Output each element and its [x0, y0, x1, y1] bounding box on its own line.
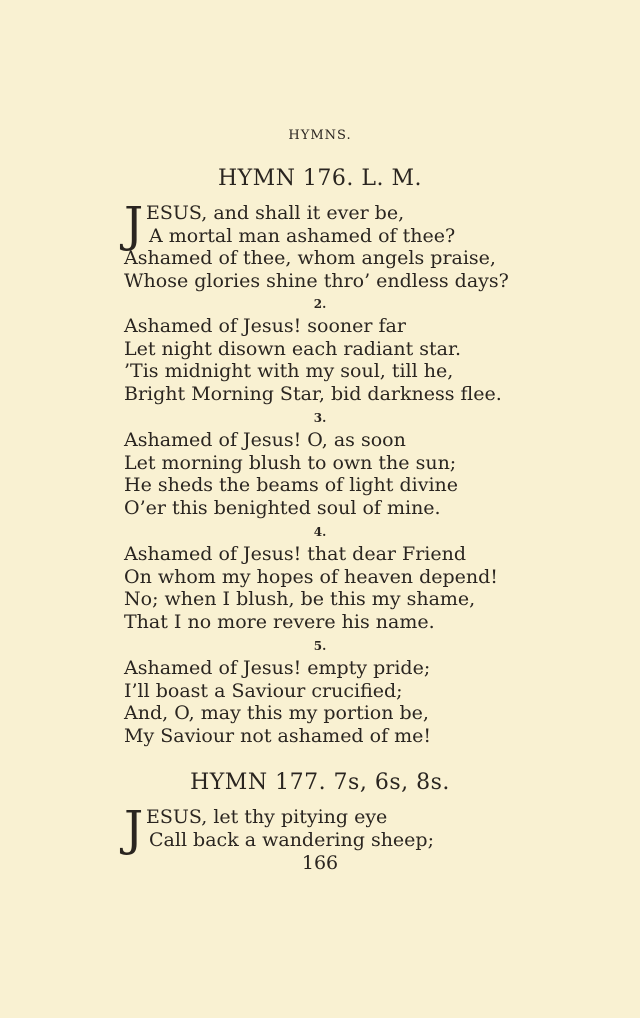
verse-line: He sheds the beams of light divine: [124, 474, 459, 497]
verse-line: Bright Morning Star, bid darkness flee.: [124, 383, 502, 406]
verse-line: Ashamed of Jesus! sooner far: [124, 315, 406, 337]
verse-line: And, O, may this my portion be,: [124, 702, 429, 725]
page-number: 166: [301, 852, 339, 874]
hymn-176-title: HYMN 176. L. M.: [217, 166, 423, 191]
verse-line: That I no more revere his name.: [124, 611, 435, 634]
hymn-176-verse-2: [124, 315, 544, 406]
verse-number: 2.: [313, 297, 327, 311]
verse-line: Let night disown each radiant star.: [124, 337, 462, 360]
hymn-176-verse-3: [124, 429, 544, 520]
verse-line: Call back a wandering sheep;: [149, 828, 434, 851]
verse-line: ’Tis midnight with my soul, till he,: [124, 360, 454, 383]
verse-line: On whom my hopes of heaven depend!: [124, 565, 498, 588]
verse-line: I’ll boast a Saviour crucified;: [124, 679, 403, 702]
verse-line: Ashamed of Jesus! that dear Friend: [124, 543, 466, 565]
drop-cap: J: [124, 197, 144, 253]
verse-number: 5.: [313, 639, 327, 653]
verse-line: Ashamed of Jesus! O, as soon: [124, 429, 406, 451]
hymn-176-verse-1: [124, 197, 544, 293]
verse-line: Ashamed of Jesus! empty pride;: [124, 657, 431, 679]
hymn-176-verse-5: [124, 657, 544, 748]
verse-line: O’er this benighted soul of mine.: [124, 497, 441, 520]
verse-line: ESUS, let thy pitying eye: [146, 806, 388, 828]
verse-number: 4.: [313, 525, 327, 539]
drop-cap: J: [124, 801, 144, 857]
verse-number: 3.: [313, 411, 327, 425]
hymn-177-title: HYMN 177. 7s, 6s, 8s.: [190, 770, 450, 795]
verse-line: ESUS, and shall it ever be,: [146, 202, 405, 224]
hymn-176-verse-4: [124, 543, 544, 634]
verse-line: My Saviour not ashamed of me!: [124, 725, 432, 748]
verse-line: No; when I blush, be this my shame,: [124, 588, 476, 611]
verse-line: Ashamed of thee, whom angels praise,: [124, 247, 496, 270]
verse-line: Whose glories shine thro’ endless days?: [124, 270, 509, 293]
verse-line: A mortal man ashamed of thee?: [149, 224, 456, 247]
verse-line: Let morning blush to own the sun;: [124, 451, 457, 474]
running-head: HYMNS.: [288, 128, 352, 143]
hymn-177-verse-1: [124, 801, 544, 857]
